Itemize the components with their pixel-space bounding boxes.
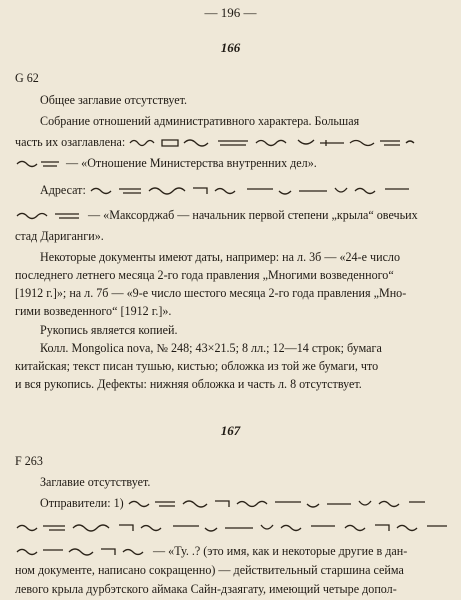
entry-code: G 62 (15, 71, 39, 85)
text-line: [1912 г.]»; на л. 7б — «9-е число шестого месяца 2-го года правления „Мно- (15, 286, 407, 300)
text-line (15, 156, 461, 171)
text-line: Колл. Mongolica nova, № 248; 43×21.5; 8 лл.; 12—14 строк; бумага (40, 341, 382, 355)
text-line (40, 496, 461, 511)
text-line: левого крыла дурбэтского аймака Сайн-дзаягату, имеющий четыре допол- (15, 582, 397, 596)
text-fragment: — «Ту. .? (это имя, как и некоторые другие в дан- (153, 544, 408, 558)
text-line: Общее заглавие отсутствует. (40, 93, 188, 107)
text-fragment: — «Отношение Министерства внутренних дел». (66, 156, 317, 170)
text-fragment: Адресат: (40, 183, 86, 197)
text-line: Рукопись является копией. (40, 323, 178, 337)
text-fragment: часть их озаглавлена: (15, 135, 126, 149)
mongolian-script-image (89, 185, 419, 197)
text-line: Некоторые документы имеют даты, например: на л. 3б — «24-е число (40, 250, 401, 264)
text-line (15, 135, 461, 150)
entry-code: F 263 (15, 454, 43, 468)
page-number: — 196 — (204, 5, 257, 20)
text-line: ном документе, написано сокращенно) — действительный старшина сейма (15, 563, 404, 577)
mongolian-script-image (15, 522, 450, 534)
entry-number: 167 (220, 423, 241, 438)
text-line: стад Дариганги». (15, 229, 104, 243)
mongolian-script-image (15, 158, 63, 170)
text-fragment: Отправители: 1) (40, 496, 124, 510)
text-line (40, 183, 461, 198)
mongolian-script-image (128, 137, 418, 149)
mongolian-script-image (15, 546, 150, 558)
text-line: последнего летнего месяца 2-го года правления „Многими возведенного“ (15, 268, 394, 282)
text-line: гими возведенного“ [1912 г.]». (15, 304, 172, 318)
text-line (15, 520, 461, 535)
text-fragment: — «Максорджаб — начальник первой степени „крыла“ овечьих (88, 208, 418, 222)
text-line: и вся рукопись. Дефекты: нижняя обложка и часть л. 8 отсутствует. (15, 377, 362, 391)
text-line: китайская; текст писан тушью, кистью; обложка из той же бумаги, что (15, 359, 379, 373)
text-line: Собрание отношений административного характера. Большая (40, 114, 360, 128)
text-line (15, 544, 461, 559)
entry-number: 166 (220, 40, 241, 55)
text-line (15, 208, 461, 223)
mongolian-script-image (127, 498, 427, 510)
text-line: Заглавие отсутствует. (40, 475, 151, 489)
mongolian-script-image (15, 210, 85, 222)
